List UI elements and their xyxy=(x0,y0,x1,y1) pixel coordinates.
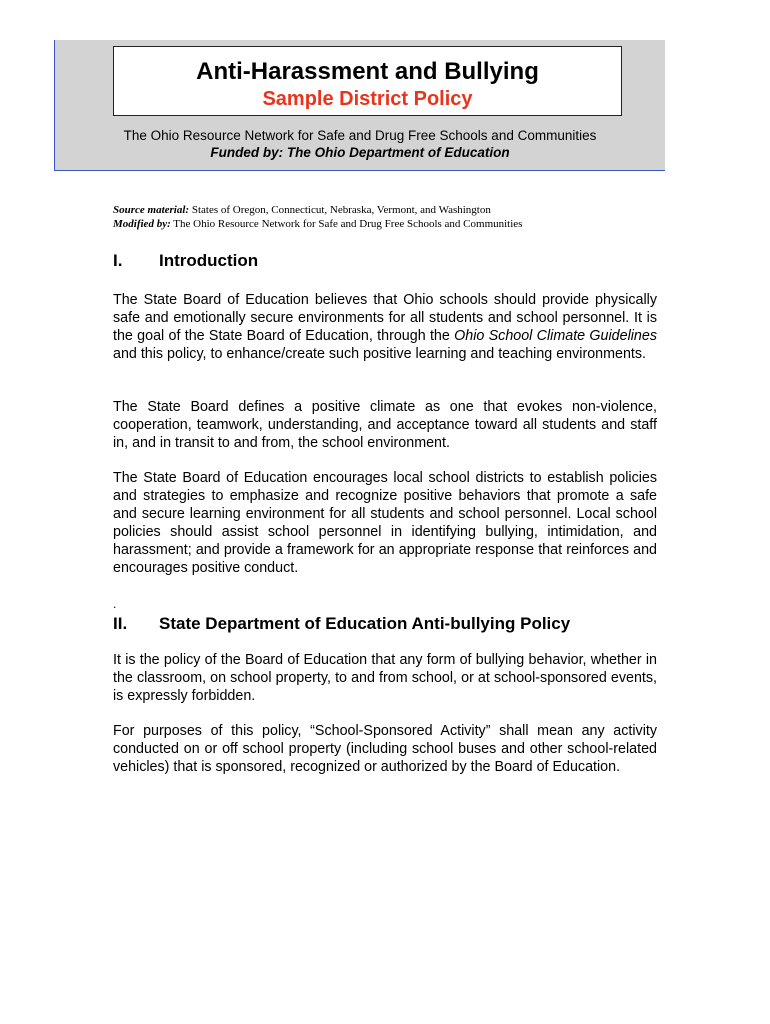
paragraph-text: The State Board of Education believes that Ohio schools should provide physically safe and emotionally secure environments for all students and school personnel. It is the goal of the State Board of Education, through the xyxy=(113,292,657,344)
policy-paragraph-2: For purposes of this policy, “School-Sponsored Activity” shall mean any activity conducted on or off school property (including school buses and other school-related vehicles) that is sponsored, recognized or authorized by the Board of Education. xyxy=(113,723,657,775)
section-number: II. xyxy=(113,614,128,633)
modified-by-label: Modified by: xyxy=(113,218,171,230)
source-material-line xyxy=(113,203,522,217)
policy-paragraph-1: It is the policy of the Board of Education that any form of bullying behavior, whether in the classroom, on school property, to and from school, or at school-sponsored events, is expressly forbidden. xyxy=(113,652,657,704)
section-title: Introduction xyxy=(159,251,259,270)
intro-paragraph-3: The State Board of Education encourages local school districts to establish policies and strategies to emphasize and recognize positive behaviors that promote a safe and secure learning environment for all students and school personnel. Local school policies should assist school personnel in identifying bullying, intimidation, and harassment; and provide a framework for an appropriate response that reinforces and encourages positive conduct. xyxy=(113,470,657,576)
guidelines-title: Ohio School Climate Guidelines xyxy=(454,328,657,344)
separator-dot: . xyxy=(113,597,117,611)
section-heading-introduction xyxy=(113,251,258,271)
section-number: I. xyxy=(113,251,123,270)
paragraph-text: and this policy, to enhance/create such positive learning and teaching environments. xyxy=(113,346,647,362)
document-title: Anti-Harassment and Bullying xyxy=(196,58,539,85)
funded-by-line: Funded by: The Ohio Department of Education xyxy=(210,145,510,160)
title-box xyxy=(113,46,622,116)
intro-paragraph-2: The State Board defines a positive climate as one that evokes non-violence, cooperation, teamwork, understanding, and acceptance toward all students and staff in, and in transit to and from, the school environment. xyxy=(113,399,657,451)
intro-paragraph-1 xyxy=(113,291,657,363)
organization-line: The Ohio Resource Network for Safe and Drug Free Schools and Communities xyxy=(123,128,597,143)
source-notes xyxy=(113,203,522,231)
modified-by-line xyxy=(113,217,522,231)
header-banner xyxy=(54,40,665,171)
source-material-text: States of Oregon, Connecticut, Nebraska, Vermont, and Washington xyxy=(189,204,491,216)
section-heading-policy xyxy=(113,614,570,634)
source-material-label: Source material: xyxy=(113,204,190,216)
section-title: State Department of Education Anti-bullying Policy xyxy=(159,614,571,633)
document-subtitle: Sample District Policy xyxy=(262,88,473,110)
modified-by-text: The Ohio Resource Network for Safe and Drug Free Schools and Communities xyxy=(170,218,523,230)
